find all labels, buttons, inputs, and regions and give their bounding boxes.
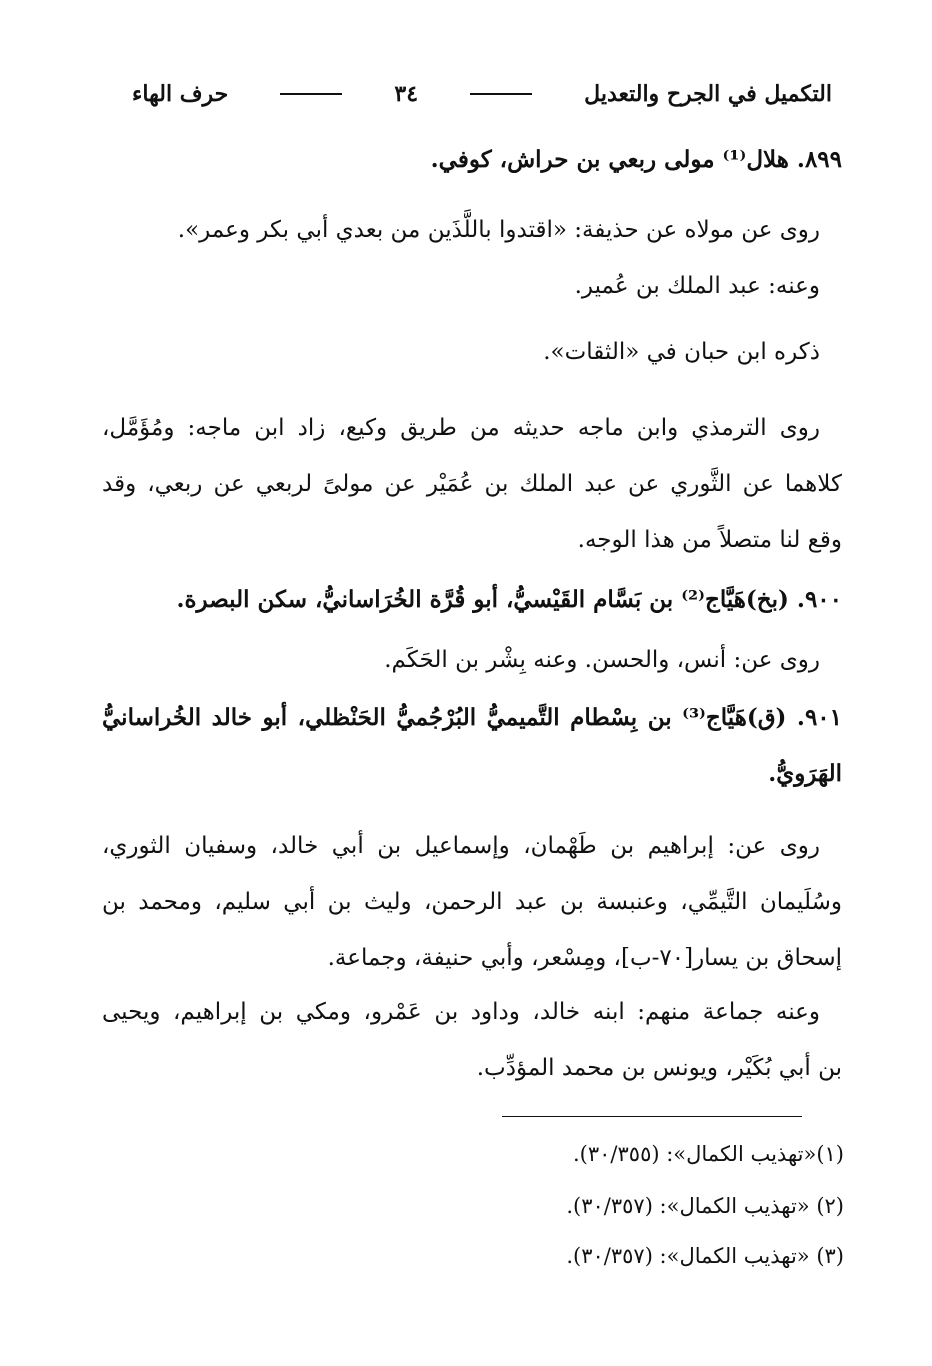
entry-heading: ٨٩٩. هلال⁽¹⁾ مولى ربعي بن حراش، كوفي. xyxy=(430,146,842,173)
footnote: (١)«تهذيب الكمال»: (٣٠/٣٥٥). xyxy=(573,1142,844,1166)
footnote: (٢) «تهذيب الكمال»: (٣٠/٣٥٧). xyxy=(566,1194,844,1218)
letter-section: حرف الهاء xyxy=(132,81,229,107)
entry-text-line: وسُلَيمان التَّيمِّي، وعنبسة بن عبد الرحمن، وليث بن أبي سليم، ومحمد بن xyxy=(102,889,842,915)
footnote-divider xyxy=(502,1116,802,1117)
footnote: (٣) «تهذيب الكمال»: (٣٠/٣٥٧). xyxy=(566,1244,844,1268)
entry-text-line: روى الترمذي وابن ماجه حديثه من طريق وكيع، زاد ابن ماجه: ومُؤَمَّل، xyxy=(102,415,820,441)
book-title: التكميل في الجرح والتعديل xyxy=(584,81,832,107)
entry-heading: ٩٠١. (ق)هَيَّاج⁽³⁾ بن بِسْطام التَّميميُّ البُرْجُميُّ الحَنْظلي، أبو خالد الخُراسانيُّ xyxy=(102,704,842,731)
entry-text-line: روى عن: أنس، والحسن. وعنه بِشْر بن الحَكَم. xyxy=(384,647,820,673)
entry-899-body xyxy=(102,202,842,380)
entry-901-narrators xyxy=(102,984,842,1096)
header-separator xyxy=(470,93,532,95)
entry-heading: ٩٠٠. (بخ)هَيَّاج⁽²⁾ بن بَسَّام القَيْسيُّ، أبو قُرَّة الخُرَاسانيُّ، سكن البصرة. xyxy=(176,586,842,613)
entry-text-line: بن أبي بُكَيْر، ويونس بن محمد المؤدِّب. xyxy=(476,1055,842,1081)
page-number: ٣٤ xyxy=(394,81,419,107)
entry-text-line: كلاهما عن الثَّوري عن عبد الملك بن عُمَيْر عن مولىً لربعي عن ربعي، وقد xyxy=(102,471,842,497)
entry-text-line: ذكره ابن حبان في «الثقات». xyxy=(543,339,820,365)
entry-901 xyxy=(102,690,842,802)
entry-900 xyxy=(102,572,842,688)
entry-text-line: وعنه: عبد الملك بن عُمير. xyxy=(574,273,820,299)
entry-901-body xyxy=(102,818,842,986)
entry-text-line: وعنه جماعة منهم: ابنه خالد، وداود بن عَمْرو، ومكي بن إبراهيم، ويحيى xyxy=(102,999,820,1025)
entry-text-line: روى عن: إبراهيم بن طَهْمان، وإسماعيل بن أبي خالد، وسفيان الثوري، xyxy=(102,833,820,859)
entry-text-line: وقع لنا متصلاً من هذا الوجه. xyxy=(577,527,842,553)
entry-899 xyxy=(102,132,842,188)
entry-text-line: روى عن مولاه عن حذيفة: «اقتدوا باللَّذَين من بعدي أبي بكر وعمر». xyxy=(177,217,820,243)
running-header xyxy=(132,70,832,118)
entry-899-commentary xyxy=(102,400,842,568)
header-separator xyxy=(280,93,342,95)
entry-text-line: إسحاق بن يسار[٧٠-ب]، ومِسْعر، وأبي حنيفة، وجماعة. xyxy=(327,945,842,971)
entry-heading: الهَرَويُّ. xyxy=(768,760,842,787)
